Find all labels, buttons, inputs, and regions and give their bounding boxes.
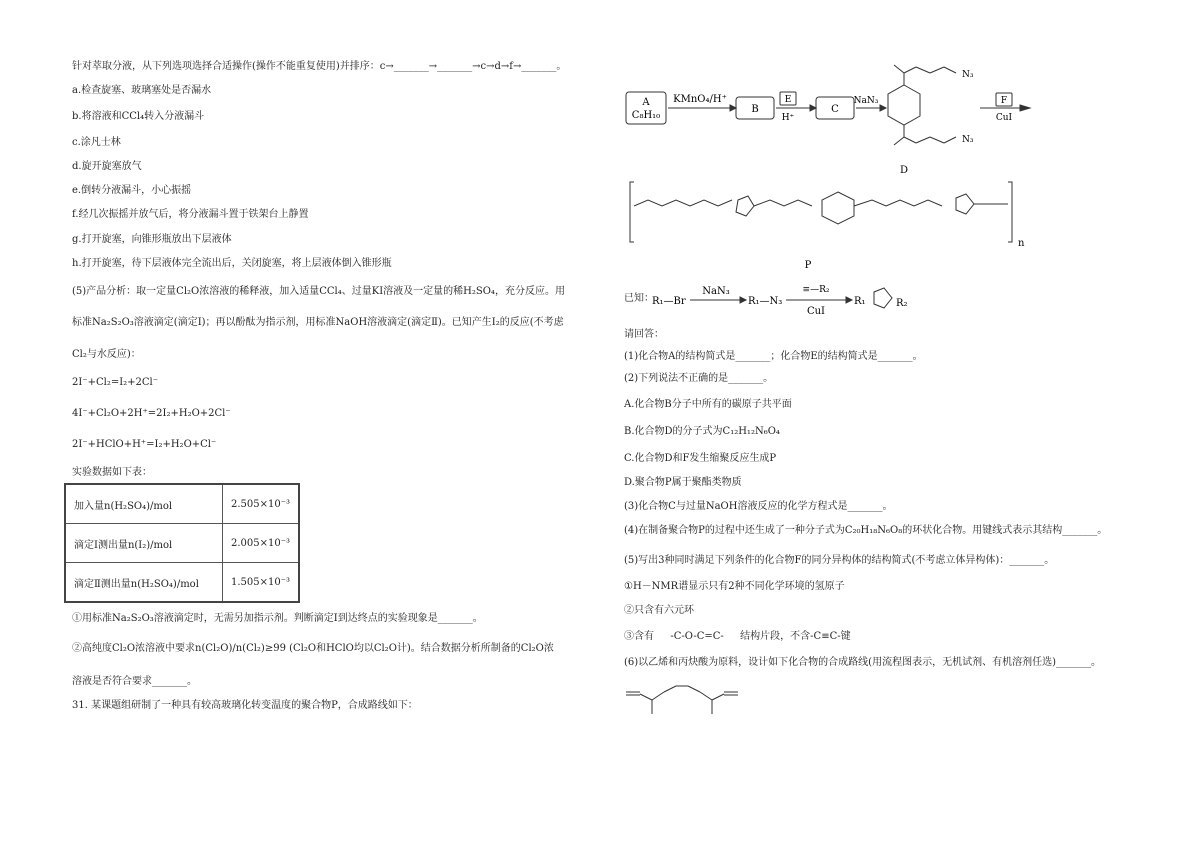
q2-option-b: B.化合物D的分子式为C₁₂H₁₂N₆O₄ xyxy=(624,426,780,437)
q5-line2: 标准Na₂S₂O₃溶液滴定(滴定Ⅰ)；再以酚酞为指示剂，用标准NaOH溶液滴定(滴定Ⅱ)。已知产生I₂的反应(不考虑 xyxy=(72,317,564,328)
label-f: F xyxy=(1000,96,1008,106)
benzene-ring xyxy=(888,85,920,125)
question-4: (4)在制备聚合物P的过程中还生成了一种分子式为C₂₀H₁₈N₆O₈的环状化合物。用键线式表示其结构_______。 xyxy=(624,525,1108,536)
q2-option-c: C.化合物D和F发生缩聚反应生成P xyxy=(624,453,777,464)
label-p: P xyxy=(804,260,812,271)
table-row xyxy=(65,563,299,603)
polymer-p xyxy=(626,176,1026,272)
extraction-intro: 针对萃取分液，从下列选项选择合适操作(操作不能重复使用)并排序：c→_______→_______→c→d→f→_______。 xyxy=(72,61,567,72)
label-n3-bottom: N₃ xyxy=(962,135,974,145)
arrow-head-1 xyxy=(730,105,736,111)
option-a: a.检查旋塞、玻璃塞处是否漏水 xyxy=(72,85,212,96)
label-a: A xyxy=(642,97,650,108)
option-f: f.经几次振摇并放气后，将分液漏斗置于铁架台上静置 xyxy=(72,209,309,220)
known-reaction xyxy=(650,278,930,322)
triazole-ring-2 xyxy=(956,194,974,214)
question-1: (1)化合物A的结构简式是_______；化合物E的结构简式是_______。 xyxy=(624,351,923,362)
table-caption: 实验数据如下表： xyxy=(72,467,152,478)
question-31: 31. 某课题组研制了一种具有较高玻璃化转变温度的聚合物P，合成路线如下： xyxy=(72,700,418,711)
known-r1: R₁ xyxy=(854,296,866,307)
condition-3-fragment: -C-O-C=C- xyxy=(670,631,724,642)
bracket-left xyxy=(630,182,634,242)
target-molecule xyxy=(622,676,742,722)
table-cell: 滴定Ⅱ测出量n(H₂SO₄)/mol xyxy=(65,563,223,603)
r1-n3: R₁—N₃ xyxy=(748,296,783,307)
synthesis-scheme xyxy=(620,55,1060,180)
polymer-backbone-3 xyxy=(854,200,942,206)
r1-br: R₁—Br xyxy=(652,296,686,307)
q2-option-d: D.聚合物P属于聚酯类物质 xyxy=(624,477,742,488)
question-3: (3)化合物C与过量NaOH溶液反应的化学方程式是_______。 xyxy=(624,501,893,512)
bracket-right xyxy=(1008,182,1012,242)
table-row xyxy=(65,524,299,563)
label-n: n xyxy=(1018,238,1025,249)
condition-2: ②只含有六元环 xyxy=(624,605,694,616)
reagent-kmno4: KMnO₄/H⁺ xyxy=(673,94,727,105)
condition-1: ①H－NMR谱显示只有2种不同化学环境的氢原子 xyxy=(624,581,845,592)
sub-question-2a: ②高纯度Cl₂O浓溶液中要求n(Cl₂O)/n(Cl₂)≥99 (Cl₂O和HClO均以Cl₂O计)。结合数据分析所制备的Cl₂O浓 xyxy=(72,643,554,654)
label-c: C xyxy=(831,104,839,115)
triazole-known xyxy=(874,288,892,308)
q5-line1: (5)产品分析：取一定量Cl₂O浓溶液的稀释液，加入适量CCl₄、过量KI溶液及一定量的稀H₂SO₄，充分反应。用 xyxy=(72,286,565,297)
q5-line3: Cl₂与水反应)： xyxy=(72,349,141,360)
option-h: h.打开旋塞，待下层液体完全流出后，关闭旋塞，将上层液体倒入锥形瓶 xyxy=(72,258,392,269)
known-cui: CuI xyxy=(806,306,826,317)
condition-3-suffix: 结构片段，不含-C≡C-键 xyxy=(740,631,851,642)
option-c: c.涂凡士林 xyxy=(72,137,121,148)
label-h: H⁺ xyxy=(781,113,795,123)
question-6: (6)以乙烯和丙炔酸为原料，设计如下化合物的合成路线(用流程图表示，无机试剂、有机溶剂任选)_______。 xyxy=(624,657,1101,668)
option-e: e.倒转分液漏斗，小心振摇 xyxy=(72,185,192,196)
reagent-cui: CuI xyxy=(995,113,1013,123)
polymer-backbone-2 xyxy=(754,200,812,206)
table-cell: 2.505×10⁻³ xyxy=(223,484,300,524)
table-cell: 1.505×10⁻³ xyxy=(223,563,300,603)
sub-question-2b: 溶液是否符合要求_______。 xyxy=(72,676,197,687)
option-b: b.将溶液和CCl₄转入分液漏斗 xyxy=(72,111,205,122)
condition-3-prefix: ③含有 xyxy=(624,631,654,642)
table-cell: 加入量n(H₂SO₄)/mol xyxy=(65,484,223,524)
option-g: g.打开旋塞，向锥形瓶放出下层液体 xyxy=(72,234,232,245)
equation-1: 2I⁻+Cl₂=I₂+2Cl⁻ xyxy=(72,377,159,388)
known-r2: R₂ xyxy=(896,298,908,309)
reagent-nan3: NaN₃ xyxy=(853,96,879,106)
answer-prompt: 请回答： xyxy=(624,329,664,340)
table-cell: 滴定Ⅰ测出量n(I₂)/mol xyxy=(65,524,223,563)
known-label: 已知： xyxy=(624,293,654,304)
option-d: d.旋开旋塞放气 xyxy=(72,161,142,172)
table-row xyxy=(65,484,299,524)
equation-2: 4I⁻+Cl₂O+2H⁺=2I₂+H₂O+2Cl⁻ xyxy=(72,408,231,419)
question-2: (2)下列说法不正确的是_______。 xyxy=(624,373,774,384)
question-5: (5)写出3种同时满足下列条件的化合物F的同分异构体的结构简式(不考虑立体异构体)：_______。 xyxy=(624,555,1055,566)
label-a-formula: C₈H₁₀ xyxy=(631,110,661,121)
experiment-table xyxy=(64,483,300,603)
label-d: D xyxy=(899,165,909,176)
condition-3 xyxy=(624,630,851,644)
known-alkyne: ≡—R₂ xyxy=(802,285,830,295)
known-nan3: NaN₃ xyxy=(702,286,730,297)
label-n3-top: N₃ xyxy=(962,70,974,80)
equation-3: 2I⁻+HClO+H⁺=I₂+H₂O+Cl⁻ xyxy=(72,439,217,450)
polymer-backbone-1 xyxy=(634,200,732,206)
label-e: E xyxy=(784,95,792,105)
q2-option-a: A.化合物B分子中所有的碳原子共平面 xyxy=(624,399,792,410)
polymer-benzene xyxy=(822,192,854,224)
sub-question-1: ①用标准Na₂S₂O₃溶液滴定时，无需另加指示剂。判断滴定Ⅰ到达终点的实验现象是_______。 xyxy=(72,613,483,624)
table-cell: 2.005×10⁻³ xyxy=(223,524,300,563)
triazole-ring-1 xyxy=(736,196,754,216)
label-b: B xyxy=(751,104,759,115)
